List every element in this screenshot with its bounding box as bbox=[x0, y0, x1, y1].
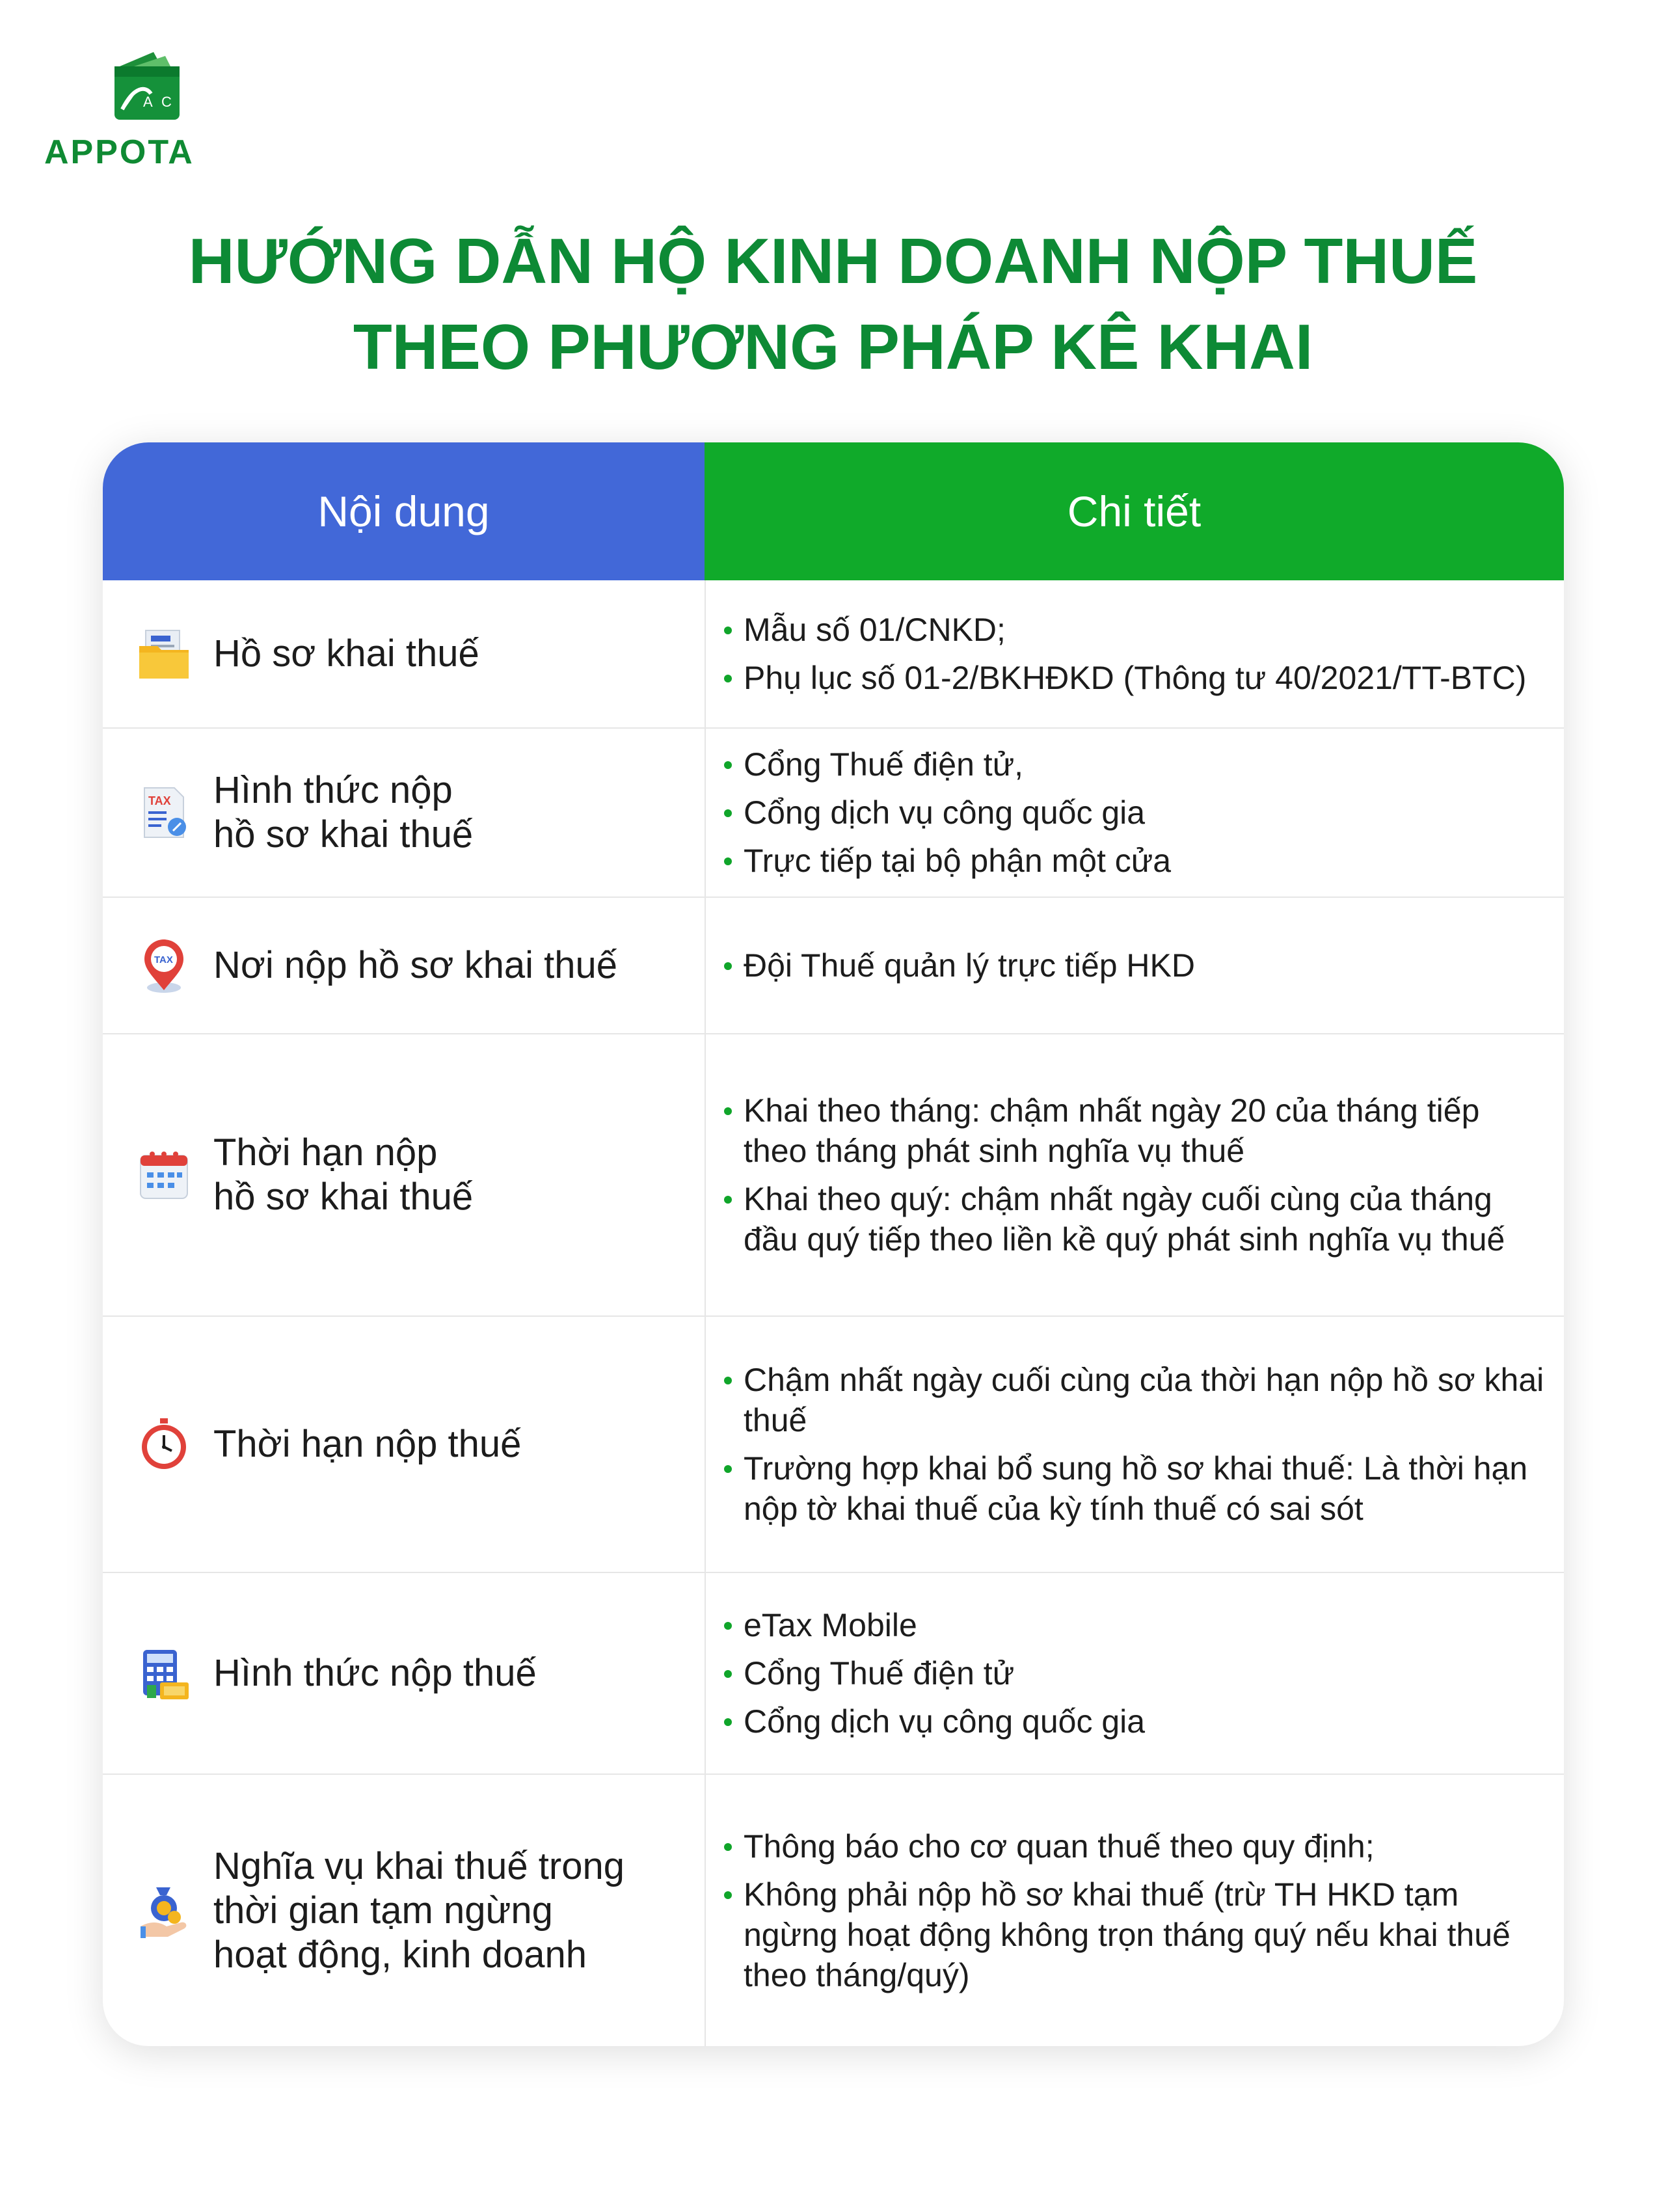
table-row bbox=[103, 580, 1564, 729]
detail-item: Phụ lục số 01-2/BKHĐKD (Thông tư 40/2021/TT-BTC) bbox=[706, 658, 1552, 698]
table-row bbox=[103, 1775, 1564, 2046]
detail-item: Cổng Thuế điện tử, bbox=[706, 744, 1552, 785]
row-details-cell bbox=[706, 898, 1552, 1033]
detail-item: Trực tiếp tại bộ phận một cửa bbox=[706, 841, 1552, 881]
detail-item: Khai theo tháng: chậm nhất ngày 20 của tháng tiếp theo tháng phát sinh nghĩa vụ thuế bbox=[706, 1090, 1552, 1171]
tax-folder-icon bbox=[134, 624, 194, 684]
detail-item: Cổng Thuế điện tử bbox=[706, 1653, 1552, 1693]
table-row bbox=[103, 729, 1564, 898]
detail-item: Cổng dịch vụ công quốc gia bbox=[706, 1701, 1552, 1742]
row-details-cell bbox=[706, 729, 1552, 897]
row-label: Hồ sơ khai thuế bbox=[213, 632, 479, 675]
row-label: Nơi nộp hồ sơ khai thuế bbox=[213, 944, 617, 986]
wallet-logo-icon bbox=[108, 47, 186, 124]
table-row bbox=[103, 898, 1564, 1034]
row-details-cell bbox=[706, 1317, 1552, 1572]
row-label: Hình thức nộp thuế bbox=[213, 1652, 537, 1694]
tax-location-pin-icon bbox=[134, 936, 194, 995]
row-label-cell bbox=[103, 898, 705, 1033]
detail-item: Mẫu số 01/CNKD; bbox=[706, 610, 1552, 650]
row-label-cell bbox=[103, 1317, 705, 1572]
page-title-line-1: HƯỚNG DẪN HỘ KINH DOANH NỘP THUẾ bbox=[188, 225, 1478, 297]
row-details-cell bbox=[706, 1775, 1552, 2046]
row-label: Thời hạn nộp hồ sơ khai thuế bbox=[213, 1131, 474, 1218]
svg-text:C: C bbox=[161, 94, 172, 110]
table-row bbox=[103, 1034, 1564, 1317]
row-label-cell bbox=[103, 1034, 705, 1315]
row-details-cell bbox=[706, 1034, 1552, 1315]
detail-item: Chậm nhất ngày cuối cùng của thời hạn nộp hồ sơ khai thuế bbox=[706, 1360, 1552, 1440]
detail-item: Thông báo cho cơ quan thuế theo quy định; bbox=[706, 1826, 1552, 1867]
row-label: Nghĩa vụ khai thuế trong thời gian tạm ngừng hoạt động, kinh doanh bbox=[213, 1844, 625, 1976]
detail-item: Không phải nộp hồ sơ khai thuế (trừ TH HKD tạm ngừng hoạt động không trọn tháng quý nếu khai thuế theo tháng/quý) bbox=[706, 1874, 1552, 1995]
calculator-money-icon bbox=[134, 1643, 194, 1703]
row-label: Thời hạn nộp thuế bbox=[213, 1423, 522, 1465]
table-row bbox=[103, 1573, 1564, 1775]
row-label: Hình thức nộp hồ sơ khai thuế bbox=[213, 769, 474, 856]
brand-logo bbox=[44, 47, 252, 177]
row-details-cell bbox=[706, 1573, 1552, 1774]
detail-item: Trường hợp khai bổ sung hồ sơ khai thuế: Là thời hạn nộp tờ khai thuế của kỳ tính thuế có sai sót bbox=[706, 1448, 1552, 1529]
money-hand-icon bbox=[134, 1881, 194, 1941]
detail-item: Đội Thuế quản lý trực tiếp HKD bbox=[706, 945, 1552, 986]
svg-text:A: A bbox=[143, 94, 153, 110]
tax-guide-table bbox=[103, 442, 1564, 2046]
header-details: Chi tiết bbox=[705, 442, 1564, 580]
brand-name: APPOTA bbox=[44, 133, 195, 171]
detail-item: eTax Mobile bbox=[706, 1605, 1552, 1645]
page-title-line-2: THEO PHƯƠNG PHÁP KÊ KHAI bbox=[353, 311, 1313, 383]
header-content: Nội dung bbox=[103, 442, 705, 580]
row-details-cell bbox=[706, 580, 1552, 727]
svg-text:TAX: TAX bbox=[154, 954, 173, 965]
calendar-icon bbox=[134, 1145, 194, 1205]
detail-item: Khai theo quý: chậm nhất ngày cuối cùng của tháng đầu quý tiếp theo liền kề quý phát sinh nghĩa vụ thuế bbox=[706, 1179, 1552, 1260]
svg-text:TAX: TAX bbox=[148, 794, 171, 807]
tax-document-icon bbox=[134, 783, 194, 843]
table-header bbox=[103, 442, 1564, 580]
row-label-cell bbox=[103, 1775, 705, 2046]
row-label-cell bbox=[103, 729, 705, 897]
row-label-cell bbox=[103, 580, 705, 727]
table-row bbox=[103, 1317, 1564, 1573]
detail-item: Cổng dịch vụ công quốc gia bbox=[706, 792, 1552, 833]
page-title bbox=[0, 218, 1666, 390]
row-label-cell bbox=[103, 1573, 705, 1774]
alarm-clock-icon bbox=[134, 1414, 194, 1474]
